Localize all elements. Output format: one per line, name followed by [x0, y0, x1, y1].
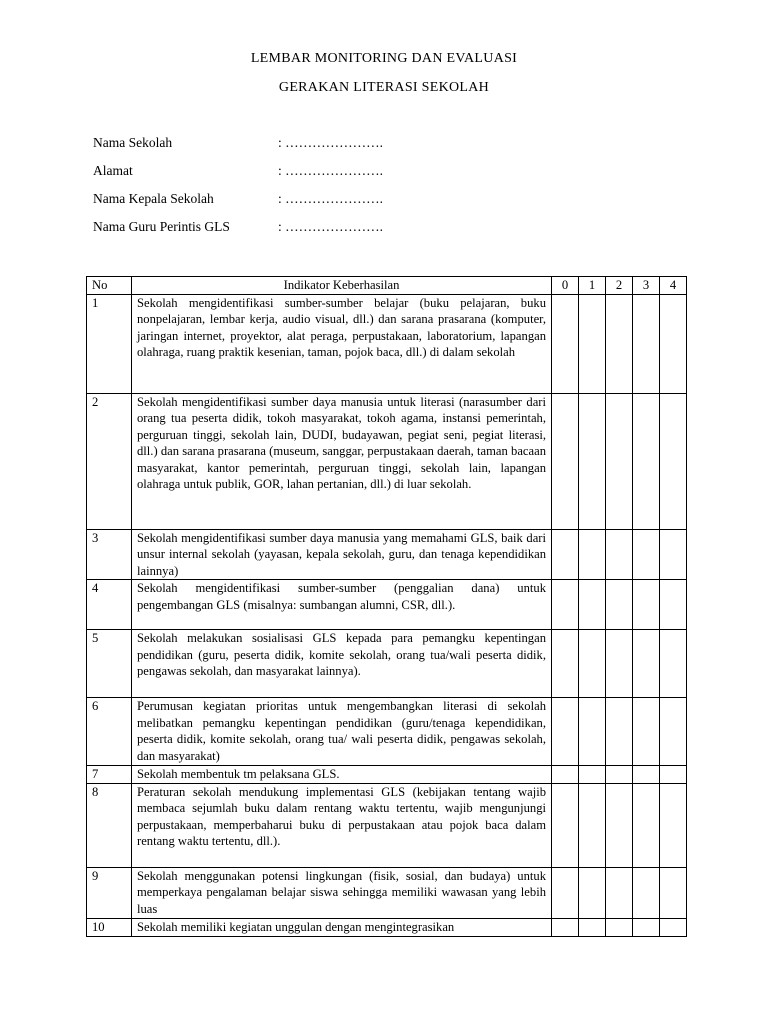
score-cell[interactable]: [552, 766, 579, 784]
score-cell[interactable]: [552, 393, 579, 529]
table-row: [87, 783, 687, 867]
score-cell[interactable]: [660, 783, 687, 867]
row-indicator: Perumusan kegiatan prioritas untuk mengembangkan literasi di sekolah melibatkan pemangku kepentingan pendidikan (guru/tenaga kependidikan, peserta didik, komite sekolah, orang tua/ wali peserta didik, pengawas sekolah, dan masyarakat): [132, 698, 552, 766]
header-indicator: Indikator Keberhasilan: [132, 277, 552, 295]
score-cell[interactable]: [660, 766, 687, 784]
score-cell[interactable]: [633, 580, 660, 630]
score-cell[interactable]: [633, 698, 660, 766]
score-cell[interactable]: [552, 529, 579, 580]
score-cell[interactable]: [633, 393, 660, 529]
score-cell[interactable]: [552, 867, 579, 918]
row-number: 8: [87, 783, 132, 867]
score-cell[interactable]: [633, 294, 660, 393]
score-cell[interactable]: [633, 918, 660, 936]
field-label: Alamat: [93, 163, 133, 178]
score-cell[interactable]: [552, 580, 579, 630]
score-cell[interactable]: [579, 698, 606, 766]
score-cell[interactable]: [579, 630, 606, 698]
field-value: : ………………….: [278, 135, 384, 150]
score-cell[interactable]: [633, 783, 660, 867]
table-row: [87, 580, 687, 630]
score-cell[interactable]: [660, 698, 687, 766]
header-score-0: 0: [552, 277, 579, 295]
score-cell[interactable]: [660, 630, 687, 698]
table-row: [87, 766, 687, 784]
row-indicator: Sekolah mengidentifikasi sumber daya manusia yang memahami GLS, baik dari unsur internal sekolah (yayasan, kepala sekolah, guru, dan tenaga kependidikan lainnya): [132, 529, 552, 580]
row-number: 2: [87, 393, 132, 529]
score-cell[interactable]: [579, 294, 606, 393]
score-cell[interactable]: [660, 294, 687, 393]
table-row: [87, 294, 687, 393]
score-cell[interactable]: [552, 918, 579, 936]
score-cell[interactable]: [606, 529, 633, 580]
field-label: Nama Guru Perintis GLS: [93, 219, 230, 234]
score-cell[interactable]: [579, 783, 606, 867]
evaluation-table: [86, 276, 687, 937]
header-score-1: 1: [579, 277, 606, 295]
row-indicator: Sekolah melakukan sosialisasi GLS kepada para pemangku kepentingan pendidikan (guru, peserta didik, komite sekolah, orang tua/wali peserta didik, pengawas sekolah, dan masyarakat lainnya).: [132, 630, 552, 698]
table-row: [87, 529, 687, 580]
score-cell[interactable]: [579, 393, 606, 529]
field-nama-sekolah: [93, 135, 383, 163]
score-cell[interactable]: [633, 766, 660, 784]
table-header-row: [87, 277, 687, 295]
row-indicator: Sekolah membentuk tm pelaksana GLS.: [132, 766, 552, 784]
table-row: [87, 630, 687, 698]
score-cell[interactable]: [606, 580, 633, 630]
row-indicator: Sekolah menggunakan potensi lingkungan (fisik, sosial, dan budaya) untuk memperkaya pengalaman belajar siswa sehingga memiliki wawasan yang lebih luas: [132, 867, 552, 918]
score-cell[interactable]: [606, 766, 633, 784]
score-cell[interactable]: [660, 580, 687, 630]
header-score-4: 4: [660, 277, 687, 295]
score-cell[interactable]: [579, 766, 606, 784]
score-cell[interactable]: [579, 867, 606, 918]
score-cell[interactable]: [606, 783, 633, 867]
score-cell[interactable]: [552, 783, 579, 867]
header-score-2: 2: [606, 277, 633, 295]
score-cell[interactable]: [660, 918, 687, 936]
score-cell[interactable]: [606, 393, 633, 529]
row-indicator: Sekolah mengidentifikasi sumber daya manusia untuk literasi (narasumber dari orang tua peserta didik, tokoh masyarakat, tokoh agama, instansi pemerintah, perguruan tinggi, sekolah lain, DUDI, budayawan, pegiat seni, pegiat literasi, dll.) dan sarana prasarana (museum, sanggar, perpustakaan daerah, taman bacaan masyarakat, kantor pemerintah, perguruan tinggi, sekolah lain, lapangan olahraga untuk publik, GOR, lahan pertanian, dll.) di luar sekolah.: [132, 393, 552, 529]
document-title: LEMBAR MONITORING DAN EVALUASI: [250, 51, 518, 66]
score-cell[interactable]: [552, 698, 579, 766]
row-indicator: [132, 918, 552, 936]
row-number: 5: [87, 630, 132, 698]
table-row: [87, 393, 687, 529]
score-cell[interactable]: [633, 529, 660, 580]
table-row: [87, 698, 687, 766]
field-value: : ………………….: [278, 163, 384, 178]
score-cell[interactable]: [579, 918, 606, 936]
row-indicator: Sekolah mengidentifikasi sumber-sumber (penggalian dana) untuk pengembangan GLS (misalnya: sumbangan alumni, CSR, dll.).: [132, 580, 552, 630]
field-nama-guru-perintis: [93, 219, 383, 247]
field-nama-kepala-sekolah: [93, 191, 383, 219]
score-cell[interactable]: [660, 867, 687, 918]
score-cell[interactable]: [606, 630, 633, 698]
field-label: Nama Kepala Sekolah: [93, 191, 214, 206]
row-number: 6: [87, 698, 132, 766]
identity-fields: [93, 135, 383, 247]
score-cell[interactable]: [579, 580, 606, 630]
score-cell[interactable]: [579, 529, 606, 580]
score-cell[interactable]: [606, 294, 633, 393]
score-cell[interactable]: [606, 918, 633, 936]
score-cell[interactable]: [606, 698, 633, 766]
row-number: 3: [87, 529, 132, 580]
row-number: 10: [87, 918, 132, 936]
score-cell[interactable]: [552, 630, 579, 698]
table-row: [87, 867, 687, 918]
field-label: Nama Sekolah: [93, 135, 173, 150]
row-number: 4: [87, 580, 132, 630]
score-cell[interactable]: [660, 529, 687, 580]
field-value: : ………………….: [278, 219, 384, 234]
field-value: : ………………….: [278, 191, 384, 206]
field-alamat: [93, 163, 383, 191]
score-cell[interactable]: [633, 630, 660, 698]
row-indicator-text: Sekolah memiliki kegiatan unggulan dengan mengintegrasikan: [137, 919, 455, 934]
table-row: [87, 918, 687, 936]
row-number: 9: [87, 867, 132, 918]
score-cell[interactable]: [606, 867, 633, 918]
score-cell[interactable]: [633, 867, 660, 918]
header-score-3: 3: [633, 277, 660, 295]
row-number: 7: [87, 766, 132, 784]
document-subtitle: GERAKAN LITERASI SEKOLAH: [278, 80, 490, 95]
header-no: No: [87, 277, 132, 295]
row-number: 1: [87, 294, 132, 393]
row-indicator: Peraturan sekolah mendukung implementasi GLS (kebijakan tentang wajib membaca sejumlah buku dalam rentang waktu tertentu, wajib mengunjungi perpustakaan, memperbaharui buku di perpustakaan atau pojok baca dalam rentang waktu tertentu, dll.).: [132, 783, 552, 867]
row-indicator: Sekolah mengidentifikasi sumber-sumber belajar (buku pelajaran, buku nonpelajaran, lembar kerja, audio visual, dll.) dan sarana prasarana (komputer, jaringan internet, proyektor, alat peraga, perpustakaan, laboratorium, lapangan olahraga, ruang praktik kesenian, taman, pojok baca, dll.) di dalam sekolah: [132, 294, 552, 393]
score-cell[interactable]: [660, 393, 687, 529]
score-cell[interactable]: [552, 294, 579, 393]
